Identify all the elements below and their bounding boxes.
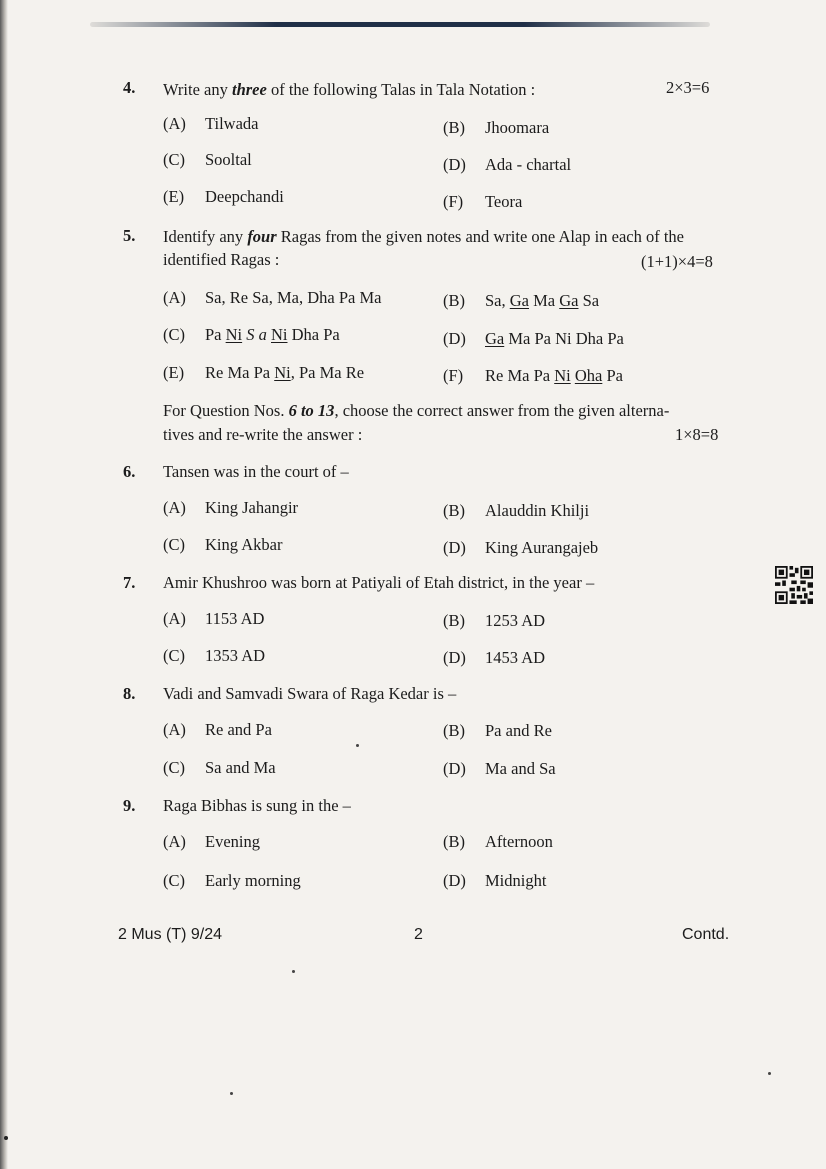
instruction-line2: tives and re-write the answer : [163,425,363,444]
q7-option-b: (B) 1253 AD [443,611,546,630]
instruction-marks: 1×8=8 [675,425,719,444]
q9-option-a: (A) Evening [163,832,260,851]
footer-paper-code: 2 Mus (T) 9/24 [118,926,223,943]
q4-option-e: (E) Deepchandi [163,187,284,206]
q6-number: 6. [123,462,136,481]
q8-number: 8. [123,684,136,703]
q9-text: Raga Bibhas is sung in the – [163,796,351,815]
q4-option-f: (F) Teora [443,192,523,211]
q6-option-d: (D) King Aurangajeb [443,538,599,557]
footer-page-number: 2 [414,926,423,943]
q4-option-a: (A) Tilwada [163,114,259,133]
q5-option-e: (E) Re Ma Pa Ni, Pa Ma Re [163,363,365,382]
q9-option-b: (B) Afternoon [443,832,553,851]
instruction-line1: For Question Nos. 6 to 13, choose the correct answer from the given alterna- [163,401,670,420]
q4-marks: 2×3=6 [666,78,710,97]
q5-option-f: (F) Re Ma Pa Ni Oha Pa [443,366,623,385]
scan-speck [292,970,295,973]
scan-speck [4,1136,8,1140]
q5-number: 5. [123,226,136,245]
q4-option-d: (D) Ada - chartal [443,155,572,174]
q8-option-c: (C) Sa and Ma [163,758,276,777]
q5-option-c: (C) Pa Ni S a Ni Dha Pa [163,325,340,344]
q4-option-c: (C) Sooltal [163,150,252,169]
scan-speck [230,1092,233,1095]
q6-option-b: (B) Alauddin Khilji [443,501,590,520]
q7-option-a: (A) 1153 AD [163,609,265,628]
q7-option-d: (D) 1453 AD [443,648,546,667]
q8-option-b: (B) Pa and Re [443,721,552,740]
q6-option-a: (A) King Jahangir [163,498,299,517]
q9-option-c: (C) Early morning [163,871,301,890]
q6-option-c: (C) King Akbar [163,535,283,554]
q9-option-d: (D) Midnight [443,871,547,890]
q9-number: 9. [123,796,136,815]
q7-option-c: (C) 1353 AD [163,646,266,665]
q8-option-d: (D) Ma and Sa [443,759,556,778]
q7-number: 7. [123,573,136,592]
q5-text-line2: identified Ragas : [163,250,280,269]
q8-option-a: (A) Re and Pa [163,720,272,739]
scan-speck [356,744,359,747]
q6-text: Tansen was in the court of – [163,462,349,481]
q4-text: Write any three of the following Talas in Tala Notation : [163,80,536,99]
q4-number: 4. [123,78,136,97]
q8-text: Vadi and Samvadi Swara of Raga Kedar is – [163,684,457,703]
q5-text-line1: Identify any four Ragas from the given notes and write one Alap in each of the [163,227,684,246]
q4-option-b: (B) Jhoomara [443,118,550,137]
q5-option-a: (A) Sa, Re Sa, Ma, Dha Pa Ma [163,288,382,307]
q5-option-d: (D) Ga Ma Pa Ni Dha Pa [443,329,624,348]
scan-speck [768,1072,771,1075]
footer-contd: Contd. [682,926,730,943]
qr-code-icon [774,566,814,604]
q7-text: Amir Khushroo was born at Patiyali of Etah district, in the year – [163,573,595,592]
q5-option-b: (B) Sa, Ga Ma Ga Sa [443,291,600,310]
q5-marks: (1+1)×4=8 [641,252,713,271]
